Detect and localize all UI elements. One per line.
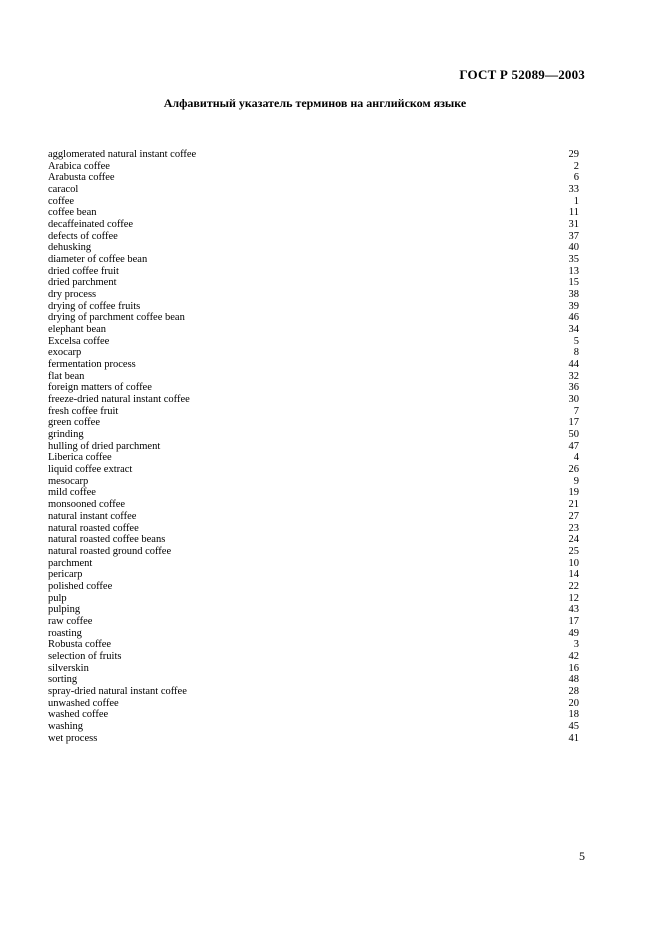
term-number: 29 [568, 149, 579, 160]
term-text: spray-dried natural instant coffee [48, 685, 187, 697]
term-text: pulping [48, 604, 81, 616]
term-row [48, 452, 579, 464]
term-text: dried coffee fruit [48, 265, 119, 277]
term-text: washing [48, 720, 83, 732]
term-number: 6 [573, 172, 579, 184]
term-row [48, 312, 579, 324]
term-text: unwashed coffee [48, 697, 119, 709]
term-text: mild coffee [48, 487, 96, 499]
term-row [48, 277, 579, 289]
term-row [48, 242, 579, 254]
term-text: Robusta coffee [48, 639, 112, 651]
term-number: 40 [568, 242, 579, 254]
term-number: 7 [573, 405, 579, 417]
term-row [48, 406, 579, 418]
term-row [48, 546, 579, 558]
term-row [48, 709, 579, 721]
term-row [48, 347, 579, 359]
term-number: 2 [573, 160, 579, 172]
term-number: 18 [568, 709, 579, 721]
term-text: selection of fruits [48, 650, 122, 662]
term-number: 1 [573, 195, 579, 207]
term-row [48, 733, 579, 745]
term-row [48, 149, 579, 161]
term-row [48, 207, 579, 219]
term-number: 27 [568, 510, 579, 522]
term-number: 13 [568, 265, 579, 277]
term-text: Arabica coffee [48, 160, 110, 172]
term-row [48, 569, 579, 581]
term-row [48, 161, 579, 173]
index-title: Алфавитный указатель терминов на английском языке [163, 96, 467, 110]
term-text: raw coffee [48, 615, 93, 627]
term-text: dried parchment [48, 277, 117, 289]
term-text: coffee [48, 195, 75, 207]
term-number: 23 [568, 522, 579, 534]
term-number: 25 [568, 545, 579, 557]
term-row [48, 429, 579, 441]
term-number: 10 [568, 557, 579, 569]
term-number: 38 [568, 289, 579, 301]
term-text: agglomerated natural instant coffee [48, 149, 197, 160]
term-number: 9 [573, 475, 579, 487]
term-number: 43 [568, 604, 579, 616]
term-number: 15 [568, 277, 579, 289]
term-text: wet process [48, 732, 98, 744]
term-row [48, 476, 579, 488]
term-number: 35 [568, 254, 579, 266]
term-row [48, 196, 579, 208]
term-row [48, 359, 579, 371]
term-text: roasting [48, 627, 82, 639]
term-number: 16 [568, 662, 579, 674]
term-text: natural roasted coffee beans [48, 534, 166, 546]
term-number: 4 [573, 452, 579, 464]
term-text: caracol [48, 184, 79, 196]
term-number: 22 [568, 580, 579, 592]
term-number: 37 [568, 230, 579, 242]
term-row [48, 639, 579, 651]
term-number: 47 [568, 440, 579, 452]
term-text: flat bean [48, 370, 85, 382]
term-text: drying of coffee fruits [48, 300, 141, 312]
term-row [48, 464, 579, 476]
term-row [48, 289, 579, 301]
term-number: 33 [568, 184, 579, 196]
term-number: 30 [568, 394, 579, 406]
term-row [48, 382, 579, 394]
term-text: dehusking [48, 242, 92, 254]
term-number: 39 [568, 300, 579, 312]
term-row [48, 651, 579, 663]
term-row [48, 266, 579, 278]
term-number: 48 [568, 674, 579, 686]
term-row [48, 523, 579, 535]
term-row [48, 511, 579, 523]
term-text: green coffee [48, 417, 100, 429]
term-text: freeze-dried natural instant coffee [48, 394, 190, 406]
term-row [48, 628, 579, 640]
term-number: 32 [568, 370, 579, 382]
term-text: natural roasted ground coffee [48, 545, 172, 557]
page-number: 5 [579, 849, 585, 863]
term-row [48, 721, 579, 733]
term-row [48, 581, 579, 593]
document-code: ГОСТ Р 52089—2003 [459, 67, 585, 82]
term-row [48, 172, 579, 184]
term-number: 41 [568, 732, 579, 744]
term-number: 3 [573, 639, 579, 651]
term-text: liquid coffee extract [48, 464, 133, 476]
term-text: decaffeinated coffee [48, 219, 134, 231]
term-text: hulling of dried parchment [48, 440, 161, 452]
term-number: 5 [573, 335, 579, 347]
term-text: fresh coffee fruit [48, 405, 119, 417]
term-row [48, 371, 579, 383]
term-row [48, 324, 579, 336]
term-number: 19 [568, 487, 579, 499]
term-text: mesocarp [48, 475, 89, 487]
term-row [48, 499, 579, 511]
term-number: 44 [568, 359, 579, 371]
term-number: 50 [568, 429, 579, 441]
term-text: Excelsa coffee [48, 335, 110, 347]
term-row [48, 301, 579, 313]
term-number: 21 [568, 499, 579, 511]
term-number: 14 [568, 569, 579, 581]
term-number: 42 [568, 650, 579, 662]
term-number: 8 [573, 347, 579, 359]
term-number: 12 [568, 592, 579, 604]
term-text: pulp [48, 592, 67, 604]
term-row [48, 558, 579, 570]
term-text: fermentation process [48, 359, 136, 371]
term-row [48, 394, 579, 406]
term-row [48, 441, 579, 453]
term-text: elephant bean [48, 324, 107, 336]
term-row [48, 184, 579, 196]
term-text: natural roasted coffee [48, 522, 139, 534]
term-number: 28 [568, 685, 579, 697]
term-text: defects of coffee [48, 230, 118, 242]
term-text: sorting [48, 674, 78, 686]
term-row [48, 231, 579, 243]
term-row [48, 417, 579, 429]
term-number: 49 [568, 627, 579, 639]
term-row [48, 336, 579, 348]
term-number: 34 [568, 324, 579, 336]
term-row [48, 663, 579, 675]
term-number: 36 [568, 382, 579, 394]
term-text: foreign matters of coffee [48, 382, 152, 394]
term-row [48, 686, 579, 698]
term-number: 24 [568, 534, 579, 546]
term-number: 26 [568, 464, 579, 476]
term-number: 46 [568, 312, 579, 324]
term-row [48, 219, 579, 231]
term-text: Arabusta coffee [48, 172, 115, 184]
term-text: drying of parchment coffee bean [48, 312, 185, 324]
term-text: coffee bean [48, 207, 97, 219]
term-row [48, 487, 579, 499]
term-text: exocarp [48, 347, 82, 359]
term-number: 45 [568, 720, 579, 732]
term-number: 31 [568, 219, 579, 231]
term-text: washed coffee [48, 709, 109, 721]
term-text: silverskin [48, 662, 89, 674]
term-text: monsooned coffee [48, 499, 126, 511]
term-text: parchment [48, 557, 93, 569]
term-row [48, 254, 579, 266]
term-number: 20 [568, 697, 579, 709]
term-row [48, 616, 579, 628]
term-row [48, 593, 579, 605]
term-index-list [48, 149, 579, 744]
term-text: pericarp [48, 569, 83, 581]
term-number: 11 [568, 207, 579, 219]
term-text: Liberica coffee [48, 452, 112, 464]
term-text: grinding [48, 429, 84, 441]
term-row [48, 534, 579, 546]
term-text: diameter of coffee bean [48, 254, 148, 266]
term-number: 17 [568, 417, 579, 429]
term-row [48, 698, 579, 710]
term-text: dry process [48, 289, 97, 301]
term-row [48, 674, 579, 686]
term-text: polished coffee [48, 580, 113, 592]
term-row [48, 604, 579, 616]
term-text: natural instant coffee [48, 510, 137, 522]
term-number: 17 [568, 615, 579, 627]
